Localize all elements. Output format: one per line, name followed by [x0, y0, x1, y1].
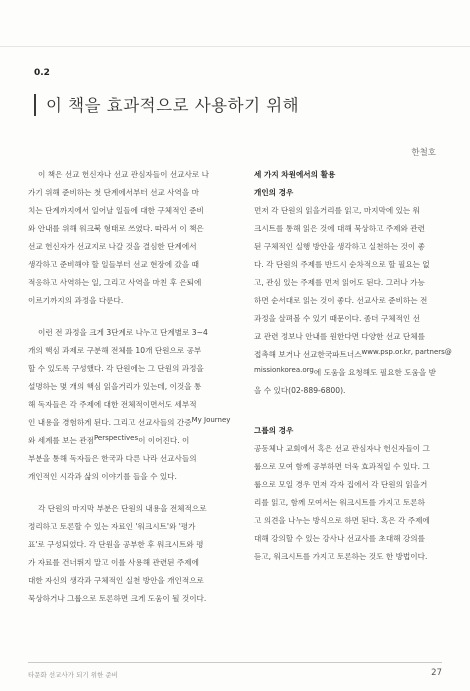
- paragraph-line: 듣고, 워크시트를 가지고 토론하는 것도 한 방법이다.: [254, 552, 428, 561]
- journey-term: My Journey: [191, 416, 231, 424]
- paragraph-line: 이런 전 과정을 크게 3단계로 나누고 단계별로 3~4: [38, 328, 208, 337]
- paragraph-line: 묵상하거나 그룹으로 토론하면 크게 도움이 될 것이다.: [28, 594, 207, 603]
- paragraph-line: 리를 읽고, 함께 모여서는 워크시트를 가지고 토론하: [254, 498, 425, 507]
- paragraph-line: 대한 자신의 생각과 구체적인 실천 방안을 개인적으로: [28, 576, 204, 585]
- paragraph-line: 와 세계를 보는 관점Perspectives이 이어진다. 이: [28, 434, 190, 445]
- paragraph-line: 교 관련 정보나 안내를 원한다면 다양한 선교 단체를: [254, 332, 425, 341]
- footer-rule: [28, 662, 442, 663]
- paragraph-line: 된 구체적인 실행 방안을 생각하고 실천하는 것이 좋: [254, 242, 425, 251]
- section-heading: 세 가지 차원에서의 활용: [254, 170, 336, 179]
- paragraph-line: 가기 위해 준비하는 첫 단계에서부터 선교 사역을 마: [28, 188, 199, 197]
- paragraph-line: 고 의견을 나누는 방식으로 하면 된다. 혹은 각 주제에: [254, 516, 430, 525]
- paragraph-line: 이르기까지의 과정을 다룬다.: [28, 296, 124, 305]
- paragraph-line: 개의 핵심 과제로 구분해 전체를 10개 단원으로 공부: [28, 346, 202, 355]
- paragraph-line: 공동체나 교회에서 혹은 선교 관심자나 헌신자들이 그: [254, 444, 430, 453]
- paragraph-line: 다. 각 단원의 주제를 반드시 순차적으로 할 필요는 없: [254, 260, 430, 269]
- right-column: [254, 166, 450, 566]
- paragraph-line: 생각하고 준비해야 할 일들부터 선교 현장에 갔을 때: [28, 260, 199, 269]
- footer-running-title: 타문화 선교사가 되기 위한 준비: [28, 671, 118, 679]
- paragraph-line: 과정을 살펴볼 수 있기 때문이다. 좀더 구체적인 선: [254, 314, 421, 323]
- paragraph-line: 접촉해 보거나 선교한국파트너스www.psp.or.kr, partners@: [254, 348, 452, 359]
- subheading-individual: 개인의 경우: [254, 188, 294, 197]
- paragraph-line: 인 내용을 경험하게 된다. 그리고 선교사들의 간증My Journey: [28, 416, 231, 427]
- subheading-group: 그룹의 경우: [254, 426, 294, 435]
- top-rule: [0, 46, 470, 47]
- paragraph-line: 적응하고 사역하는 일, 그리고 사역을 마친 후 은퇴에: [28, 278, 202, 287]
- paragraph-line: 크시트를 통해 읽은 것에 대해 묵상하고 주제와 관련: [254, 224, 425, 233]
- paragraph-line: 선교 헌신자가 선교지로 나갈 것을 결심한 단계에서: [28, 242, 197, 251]
- paragraph-line: 해 독자들은 각 주제에 대한 전체적이면서도 세부적: [28, 400, 197, 409]
- paragraph-line: 이 책은 선교 헌신자나 선교 관심자들이 선교사로 나: [38, 170, 209, 179]
- paragraph-line: 정리하고 토론할 수 있는 자료인 '워크시트'와 '평가: [28, 522, 196, 531]
- paragraph-line: 을 수 있다(02-889-6800).: [254, 386, 346, 395]
- paragraph-line: 대해 강의할 수 있는 강사나 선교사를 초대해 강의를: [254, 534, 425, 543]
- perspectives-term: Perspectives: [93, 434, 139, 442]
- paragraph-line: 와 안내를 위해 워크북 형태로 쓰였다. 따라서 이 책은: [28, 224, 204, 233]
- page-number: 27: [431, 668, 442, 678]
- paragraph-line: 치는 단계까지에서 일어날 일들에 대한 구체적인 준비: [28, 206, 204, 215]
- paragraph-line: 룹으로 모여 함께 공부하면 더욱 효과적일 수 있다. 그: [254, 462, 430, 471]
- section-number: 0.2: [34, 68, 50, 78]
- left-column: [28, 166, 234, 608]
- url-inline-2: missionkorea.org: [254, 366, 314, 374]
- url-inline: www.psp.or.kr, partners@: [361, 348, 452, 356]
- paragraph-line: 하면 순서대로 읽는 것이 좋다. 선교사로 준비하는 전: [254, 296, 428, 305]
- paragraph-line: 먼저 각 단원의 읽을거리를 읽고, 마지막에 있는 워: [254, 206, 421, 215]
- paragraph-line: 고, 관심 있는 주제를 먼저 읽어도 된다. 그러나 가능: [254, 278, 425, 287]
- paragraph-line: 가 자료를 건너뛰지 말고 이를 사용해 관련된 주제에: [28, 558, 199, 567]
- author-name: 한철호: [411, 148, 436, 158]
- paragraph-line: missionkorea.org에 도움을 요청해도 필요한 도움을 받: [254, 366, 436, 377]
- paragraph-line: 개인적인 시각과 삶의 이야기를 들을 수 있다.: [28, 472, 177, 481]
- paragraph-line: 설명하는 몇 개의 핵심 읽을거리가 있는데, 이것을 통: [28, 382, 202, 391]
- paragraph-line: 룹으로 모일 경우 먼저 각자 집에서 각 단원의 읽을거: [254, 480, 428, 489]
- paragraph-line: 각 단원의 마지막 부분은 단원의 내용을 전체적으로: [38, 504, 207, 513]
- title-accent-bar: [34, 94, 36, 116]
- paragraph-line: 할 수 있도록 구성했다. 각 단원에는 그 단원의 과정을: [28, 364, 204, 373]
- page-title: 이 책을 효과적으로 사용하기 위해: [46, 96, 300, 115]
- paragraph-line: 표'로 구성되었다. 각 단원을 공부한 후 워크시트와 평: [28, 540, 204, 549]
- paragraph-line: 부분을 통해 독자들은 한국과 다른 나라 선교사들의: [28, 454, 197, 463]
